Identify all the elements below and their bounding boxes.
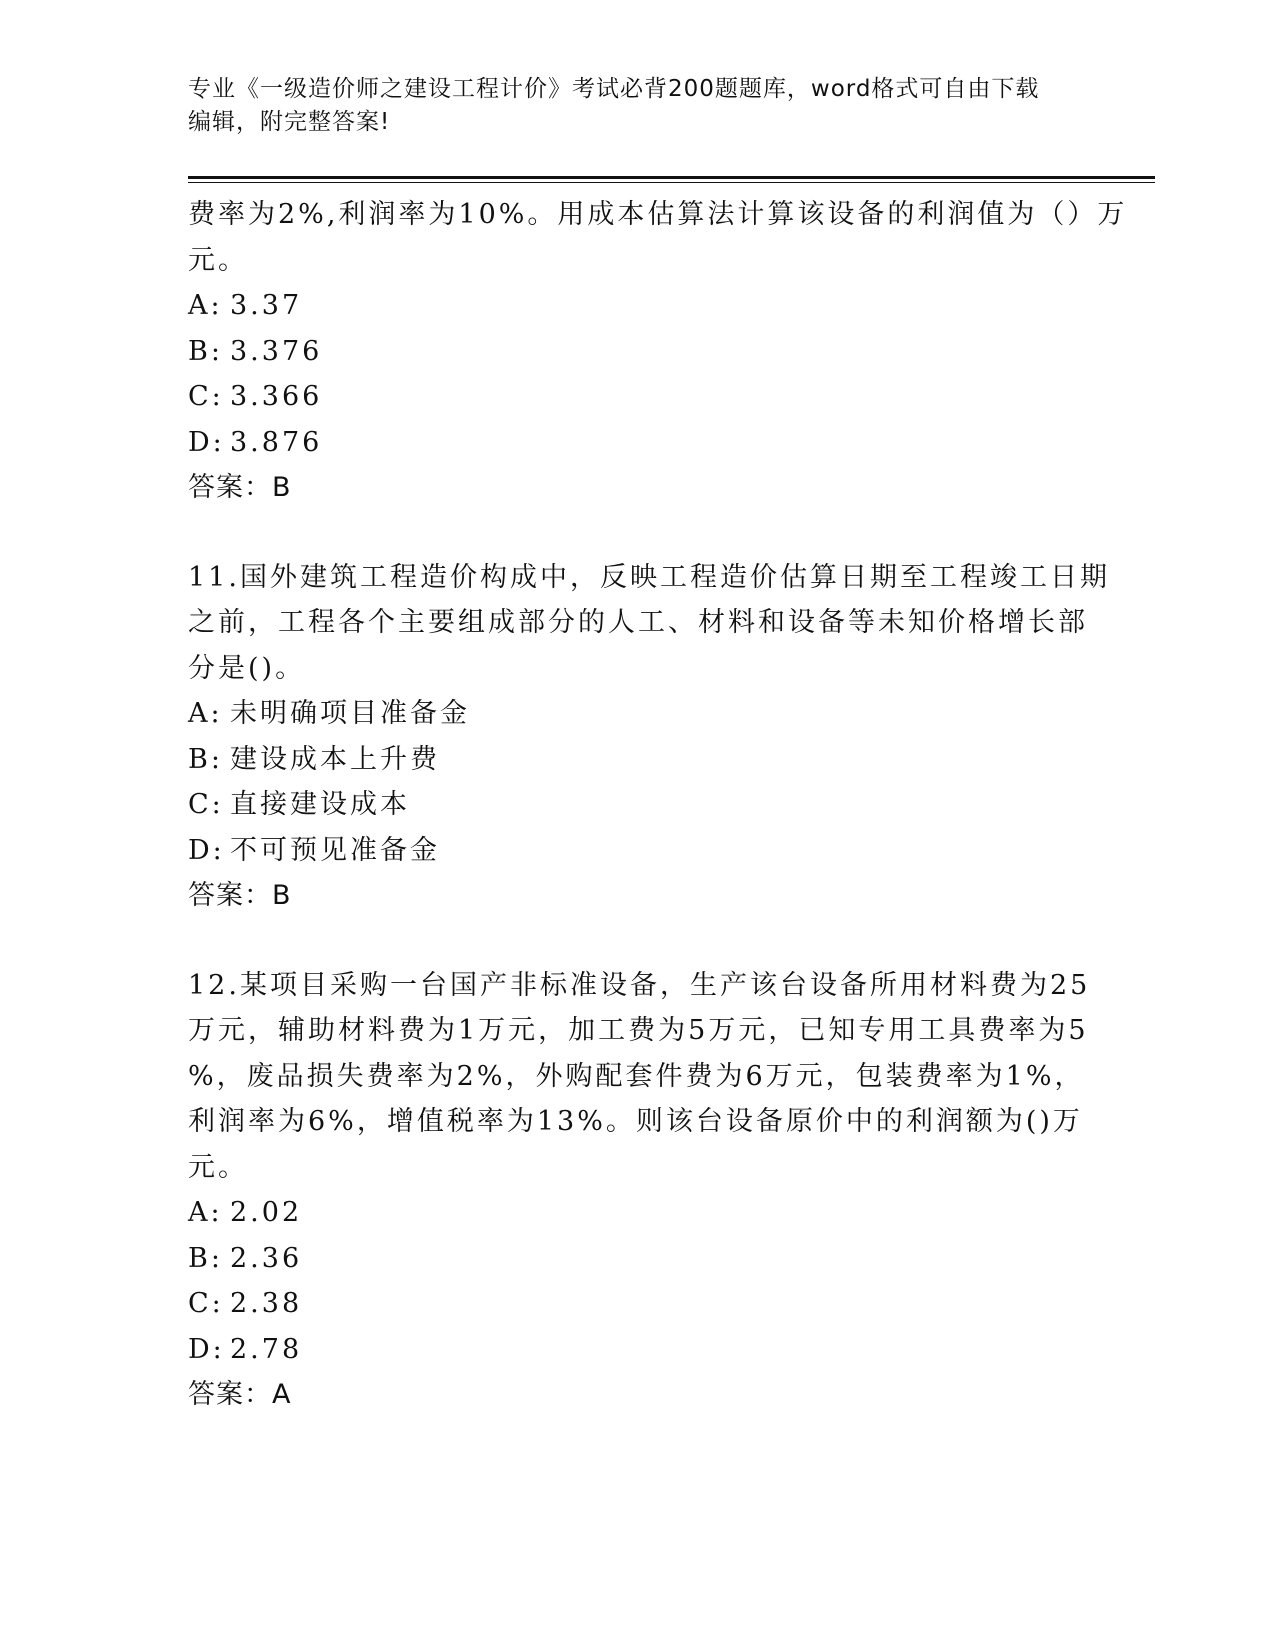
option-text: 直接建设成本 bbox=[230, 789, 410, 820]
option-letter: D: bbox=[188, 426, 225, 458]
question-text-line: 万元，辅助材料费为1万元，加工费为5万元，已知专用工具费率为5 bbox=[188, 1015, 1089, 1046]
option-text: 3.366 bbox=[230, 381, 323, 412]
document-header bbox=[188, 73, 1088, 139]
option-text: 不可预见准备金 bbox=[230, 834, 440, 866]
option-letter: B: bbox=[188, 1242, 223, 1274]
option-a bbox=[188, 283, 1088, 329]
question-text-line: 12.某项目采购一台国产非标准设备，生产该台设备所用材料费为25 bbox=[188, 969, 1091, 1001]
option-letter: A: bbox=[188, 290, 223, 321]
option-letter: B: bbox=[188, 335, 223, 367]
option-a bbox=[188, 1190, 1088, 1236]
option-text: 2.36 bbox=[230, 1242, 303, 1274]
question-text-line: 分是()。 bbox=[188, 652, 306, 684]
option-b bbox=[188, 1236, 1088, 1282]
answer-label: 答案：B bbox=[188, 880, 292, 911]
option-text: 2.78 bbox=[230, 1333, 303, 1365]
option-text: 未明确项目准备金 bbox=[230, 698, 470, 729]
spacer bbox=[188, 511, 1088, 555]
answer-label: 答案：A bbox=[188, 1379, 292, 1410]
question-text-line: 利润率为6%，增值税率为13%。则该台设备原价中的利润额为()万 bbox=[188, 1106, 1083, 1137]
option-letter: C: bbox=[188, 1288, 224, 1319]
question-10 bbox=[188, 192, 1128, 511]
option-a bbox=[188, 691, 1088, 737]
option-c bbox=[188, 782, 1088, 828]
question-text-line: 之前，工程各个主要组成部分的人工、材料和设备等未知价格增长部 bbox=[188, 607, 1088, 638]
option-d bbox=[188, 828, 1088, 874]
option-c bbox=[188, 1281, 1088, 1327]
question-12 bbox=[188, 963, 1091, 1418]
option-letter: C: bbox=[188, 381, 224, 412]
header-rule-thick bbox=[188, 176, 1155, 179]
option-letter: B: bbox=[188, 743, 223, 775]
option-letter: C: bbox=[188, 789, 224, 820]
question-list bbox=[188, 192, 1128, 1418]
header-line-1: 专业《一级造价师之建设工程计价》考试必背200题题库，word格式可自由下载 bbox=[188, 76, 1040, 102]
option-text: 3.37 bbox=[230, 290, 303, 321]
option-letter: D: bbox=[188, 1333, 225, 1365]
option-b bbox=[188, 737, 1088, 783]
answer-label: 答案：B bbox=[188, 472, 292, 503]
option-text: 2.02 bbox=[230, 1197, 303, 1228]
option-text: 3.876 bbox=[230, 426, 323, 458]
option-letter: A: bbox=[188, 1197, 223, 1228]
question-text-line: 费率为2%,利润率为10%。用成本估算法计算该设备的利润值为（）万 bbox=[188, 199, 1128, 230]
option-text: 3.376 bbox=[230, 335, 323, 367]
question-text-line: 11.国外建筑工程造价构成中，反映工程造价估算日期至工程竣工日期 bbox=[188, 561, 1110, 593]
header-line-2: 编辑，附完整答案! bbox=[188, 109, 391, 135]
question-11 bbox=[188, 555, 1110, 919]
option-d bbox=[188, 420, 1088, 466]
option-text: 建设成本上升费 bbox=[230, 743, 440, 775]
question-text-line: 元。 bbox=[188, 244, 248, 276]
option-d bbox=[188, 1327, 1088, 1373]
option-c bbox=[188, 374, 1088, 420]
option-letter: A: bbox=[188, 698, 223, 729]
question-text-line: %，废品损失费率为2%，外购配套件费为6万元，包装费率为1%， bbox=[188, 1060, 1085, 1092]
option-letter: D: bbox=[188, 834, 225, 866]
spacer bbox=[188, 919, 1088, 963]
option-b bbox=[188, 329, 1088, 375]
option-text: 2.38 bbox=[230, 1288, 303, 1319]
question-text-line: 元。 bbox=[188, 1151, 248, 1183]
header-rule-thin bbox=[188, 182, 1155, 183]
